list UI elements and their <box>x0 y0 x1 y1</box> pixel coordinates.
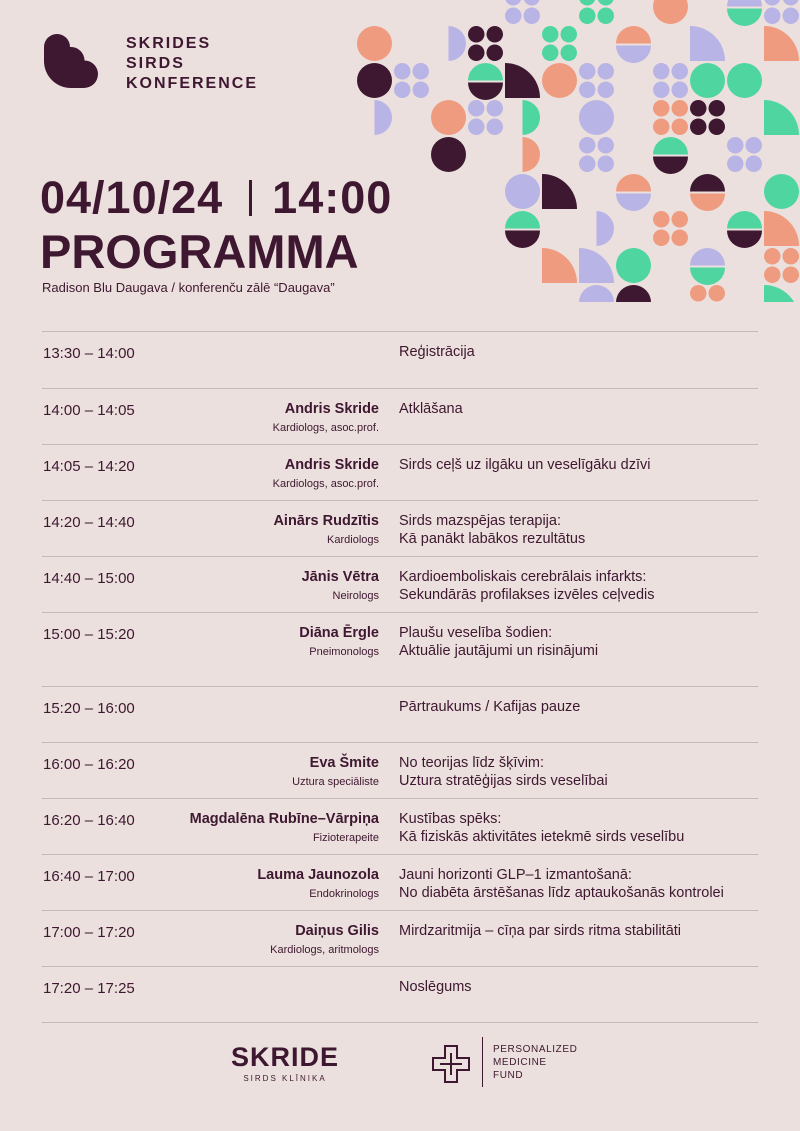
session-topic-line: Sekundārās profilakses izvēles ceļvedis <box>399 587 655 603</box>
session-topic-line: Sirds ceļš uz ilgāku un veselīgāku dzīvi <box>399 457 651 473</box>
session-topic <box>399 922 681 940</box>
pattern-dot <box>672 119 689 136</box>
session-topic <box>399 698 580 716</box>
speaker-role: Kardiologs, asoc.prof. <box>272 422 379 434</box>
pattern-circle <box>727 63 762 98</box>
conference-brand <box>44 34 258 94</box>
session-time: 14:00 – 14:05 <box>43 402 135 419</box>
event-datetime <box>40 172 392 224</box>
fund-logo <box>432 1037 577 1087</box>
pattern-dot <box>487 26 504 43</box>
pattern-dot <box>468 119 485 136</box>
pattern-dot <box>579 156 596 173</box>
schedule-row <box>42 799 758 855</box>
pattern-dot <box>653 82 670 99</box>
pattern-half-circle <box>616 194 651 212</box>
pattern-dot <box>598 63 615 80</box>
session-topic <box>399 400 463 418</box>
session-time: 16:40 – 17:00 <box>43 868 135 885</box>
pattern-half-circle <box>727 9 762 27</box>
pattern-dot <box>394 82 411 99</box>
pattern-dot <box>505 8 522 25</box>
speaker-role: Neirologs <box>332 590 379 602</box>
pattern-dot <box>598 0 615 6</box>
session-topic <box>399 512 585 548</box>
session-topic-line: Reģistrācija <box>399 344 475 360</box>
session-speaker <box>190 810 379 847</box>
pattern-dot <box>672 230 689 247</box>
session-speaker <box>302 568 379 605</box>
pattern-dot <box>598 137 615 154</box>
pattern-quarter-circle <box>764 26 799 61</box>
schedule-row <box>42 967 758 1023</box>
pattern-circle <box>431 100 466 135</box>
pattern-half-circle <box>690 174 725 192</box>
pattern-dot <box>542 45 559 62</box>
pattern-dot <box>690 119 707 136</box>
session-topic <box>399 866 724 902</box>
speaker-name: Ainārs Rudzītis <box>273 513 379 529</box>
conference-name-line: SKRIDES <box>126 35 212 52</box>
schedule-row <box>42 501 758 557</box>
pattern-dot <box>764 8 781 25</box>
heart-logo-icon <box>44 34 98 88</box>
session-time: 15:00 – 15:20 <box>43 626 135 643</box>
pattern-dot <box>672 100 689 117</box>
schedule-row <box>42 687 758 743</box>
speaker-name: Jānis Vētra <box>301 569 379 585</box>
pattern-dot <box>468 100 485 117</box>
pattern-dot <box>783 8 800 25</box>
pattern-dot <box>579 137 596 154</box>
pattern-circle <box>542 63 577 98</box>
speaker-role: Kardiologs, aritmologs <box>270 944 379 956</box>
pattern-dot <box>468 26 485 43</box>
session-speaker <box>299 624 379 661</box>
speaker-name: Lauma Jaunozola <box>257 867 379 883</box>
session-time: 16:00 – 16:20 <box>43 756 135 773</box>
pattern-half-circle <box>505 211 540 229</box>
session-topic-line: No teorijas līdz šķīvim: <box>399 755 545 771</box>
pattern-dot <box>746 137 763 154</box>
speaker-name: Daiņus Gilis <box>295 923 379 939</box>
pattern-quarter-circle <box>764 211 799 246</box>
pattern-dot <box>672 82 689 99</box>
speaker-role: Fizioterapeite <box>312 832 379 844</box>
session-speaker <box>257 866 379 903</box>
pattern-half-circle <box>690 194 725 212</box>
session-topic-line: Kardioemboliskais cerebrālais infarkts: <box>399 569 647 585</box>
pattern-dot <box>653 119 670 136</box>
pattern-circle <box>616 248 651 283</box>
pattern-circle <box>357 63 392 98</box>
speaker-name: Andris Skride <box>284 401 379 417</box>
speaker-name: Eva Šmite <box>309 755 379 771</box>
schedule-row <box>42 743 758 799</box>
pattern-dot <box>764 0 781 6</box>
session-topic-line: Jauni horizonti GLP–1 izmantošanā: <box>399 867 632 883</box>
pattern-dot <box>653 230 670 247</box>
pattern-dot <box>709 285 726 302</box>
pattern-half-circle <box>727 231 762 249</box>
session-topic-line: Atklāšana <box>399 401 463 417</box>
session-speaker <box>270 922 379 959</box>
session-topic <box>399 810 684 846</box>
pattern-quarter-circle <box>764 100 799 135</box>
clinic-name: SKRIDE <box>231 1042 340 1072</box>
session-speaker <box>292 754 379 791</box>
speaker-name: Magdalēna Rubīne–Vārpiņa <box>189 811 379 827</box>
schedule-row <box>42 855 758 911</box>
speaker-role: Uztura speciāliste <box>292 776 379 788</box>
pattern-dot <box>783 248 800 265</box>
pattern-quarter-circle <box>542 174 577 209</box>
pattern-half-circle <box>727 211 762 229</box>
session-topic <box>399 568 655 604</box>
pattern-dot <box>505 0 522 6</box>
session-topic-line: Kā panākt labākos rezultātus <box>399 531 586 547</box>
clinic-subtitle: SIRDS KLĪNIKA <box>243 1074 327 1083</box>
session-topic-line: Aktuālie jautājumi un risinājumi <box>399 643 599 659</box>
decorative-pattern <box>356 0 800 302</box>
pattern-half-circle <box>375 100 393 135</box>
session-topic-line: Pārtraukums / Kafijas pauze <box>399 699 581 715</box>
session-topic-line: Mirdzaritmija – cīņa par sirds ritma stabilitāti <box>399 923 682 939</box>
pattern-dot <box>394 63 411 80</box>
session-time: 14:20 – 14:40 <box>43 514 135 531</box>
session-topic <box>399 456 650 474</box>
pattern-quarter-circle <box>764 285 799 302</box>
pattern-dot <box>709 119 726 136</box>
speaker-role: Endokrinologs <box>309 888 379 900</box>
session-time: 16:20 – 16:40 <box>43 812 135 829</box>
pattern-half-circle <box>616 174 651 192</box>
pattern-dot <box>413 63 430 80</box>
pattern-half-circle <box>449 26 466 61</box>
pattern-quarter-circle <box>505 63 540 98</box>
pattern-dot <box>487 100 504 117</box>
session-time: 17:00 – 17:20 <box>43 924 135 941</box>
session-topic-line: Plaušu veselība šodien: <box>399 625 553 641</box>
pattern-circle <box>579 285 614 302</box>
pattern-dot <box>690 285 707 302</box>
session-speaker <box>273 512 379 549</box>
session-time: 17:20 – 17:25 <box>43 980 135 997</box>
speaker-role: Kardiologs <box>327 534 379 546</box>
speaker-role: Pneimonologs <box>309 646 379 658</box>
pattern-dot <box>709 100 726 117</box>
pattern-dot <box>746 156 763 173</box>
speaker-name: Andris Skride <box>284 457 379 473</box>
pattern-quarter-circle <box>542 248 577 283</box>
page-title: PROGRAMMA <box>40 225 359 278</box>
pattern-circle <box>764 174 799 209</box>
pattern-half-circle <box>653 137 688 155</box>
pattern-half-circle <box>616 26 651 44</box>
event-time: 14:00 <box>272 172 393 223</box>
pattern-circle <box>357 26 392 61</box>
schedule-row <box>42 613 758 687</box>
pattern-dot <box>598 82 615 99</box>
pattern-dot <box>579 63 596 80</box>
pattern-dot <box>524 0 541 6</box>
pattern-dot <box>542 26 559 43</box>
pattern-half-circle <box>523 100 541 135</box>
pattern-half-circle <box>523 137 541 172</box>
session-topic <box>399 624 598 660</box>
date-time-separator <box>249 180 252 216</box>
pattern-circle <box>505 174 540 209</box>
pattern-circle <box>690 63 725 98</box>
event-venue: Radison Blu Daugava / konferenču zālē “Daugava” <box>42 280 335 295</box>
pattern-dot <box>413 82 430 99</box>
pattern-dot <box>764 248 781 265</box>
session-topic-line: Kustības spēks: <box>399 811 502 827</box>
pattern-dot <box>672 211 689 228</box>
pattern-half-circle <box>690 248 725 266</box>
pattern-circle <box>653 0 688 24</box>
fund-divider <box>482 1037 483 1087</box>
schedule-row <box>42 332 758 389</box>
session-time: 14:05 – 14:20 <box>43 458 135 475</box>
pattern-dot <box>653 63 670 80</box>
pattern-dot <box>783 267 800 284</box>
pattern-half-circle <box>653 157 688 175</box>
pattern-dot <box>487 119 504 136</box>
conference-name <box>126 34 258 94</box>
schedule-table <box>42 331 758 1023</box>
pattern-dot <box>579 82 596 99</box>
pattern-half-circle <box>468 83 503 100</box>
session-topic <box>399 343 475 361</box>
session-speaker <box>273 400 379 437</box>
fund-name-line: PERSONALIZED <box>493 1044 578 1055</box>
pattern-dot <box>653 211 670 228</box>
session-topic-line: Noslēgums <box>399 979 472 995</box>
fund-name-line: FUND <box>493 1070 524 1081</box>
pattern-half-circle <box>597 211 615 246</box>
speaker-role: Kardiologs, asoc.prof. <box>272 478 379 490</box>
session-topic-line: Kā fiziskās aktivitātes ietekmē sirds veselību <box>399 829 685 845</box>
pattern-dot <box>690 100 707 117</box>
pattern-half-circle <box>616 46 651 64</box>
pattern-half-circle <box>727 0 762 7</box>
clinic-logo <box>231 1043 339 1083</box>
pattern-quarter-circle <box>690 26 725 61</box>
session-topic-line: Uztura stratēģijas sirds veselībai <box>399 773 608 789</box>
conference-name-line: SIRDS <box>126 55 185 72</box>
pattern-dot <box>579 0 596 6</box>
pattern-dot <box>487 45 504 62</box>
pattern-dot <box>598 156 615 173</box>
pattern-circle <box>579 100 614 135</box>
session-speaker <box>273 456 379 493</box>
session-topic <box>399 978 472 996</box>
pattern-dot <box>579 8 596 25</box>
pattern-dot <box>672 63 689 80</box>
pattern-circle <box>616 285 651 302</box>
speaker-name: Diāna Ērgle <box>299 625 379 641</box>
fund-name-line: MEDICINE <box>493 1057 547 1068</box>
medical-cross-icon <box>432 1045 470 1083</box>
pattern-dot <box>561 45 578 62</box>
session-topic-line: No diabēta ārstēšanas līdz aptaukošanās kontrolei <box>399 885 724 901</box>
schedule-row <box>42 389 758 445</box>
pattern-circle <box>431 137 466 172</box>
schedule-row <box>42 911 758 967</box>
session-time: 13:30 – 14:00 <box>43 345 135 362</box>
pattern-half-circle <box>505 231 540 249</box>
pattern-dot <box>727 156 744 173</box>
pattern-dot <box>524 8 541 25</box>
session-time: 14:40 – 15:00 <box>43 570 135 587</box>
pattern-dot <box>468 45 485 62</box>
pattern-half-circle <box>468 63 503 80</box>
pattern-dot <box>727 137 744 154</box>
session-time: 15:20 – 16:00 <box>43 700 135 717</box>
schedule-row <box>42 557 758 613</box>
pattern-dot <box>783 0 800 6</box>
session-topic-line: Sirds mazspējas terapija: <box>399 513 561 529</box>
pattern-dot <box>598 8 615 25</box>
conference-name-line: KONFERENCE <box>126 75 259 92</box>
pattern-dot <box>653 100 670 117</box>
session-topic <box>399 754 608 790</box>
event-date: 04/10/24 <box>40 172 224 223</box>
pattern-dot <box>561 26 578 43</box>
pattern-quarter-circle <box>579 248 614 283</box>
pattern-dot <box>764 267 781 284</box>
schedule-row <box>42 445 758 501</box>
pattern-half-circle <box>690 268 725 285</box>
fund-name <box>493 1043 577 1082</box>
